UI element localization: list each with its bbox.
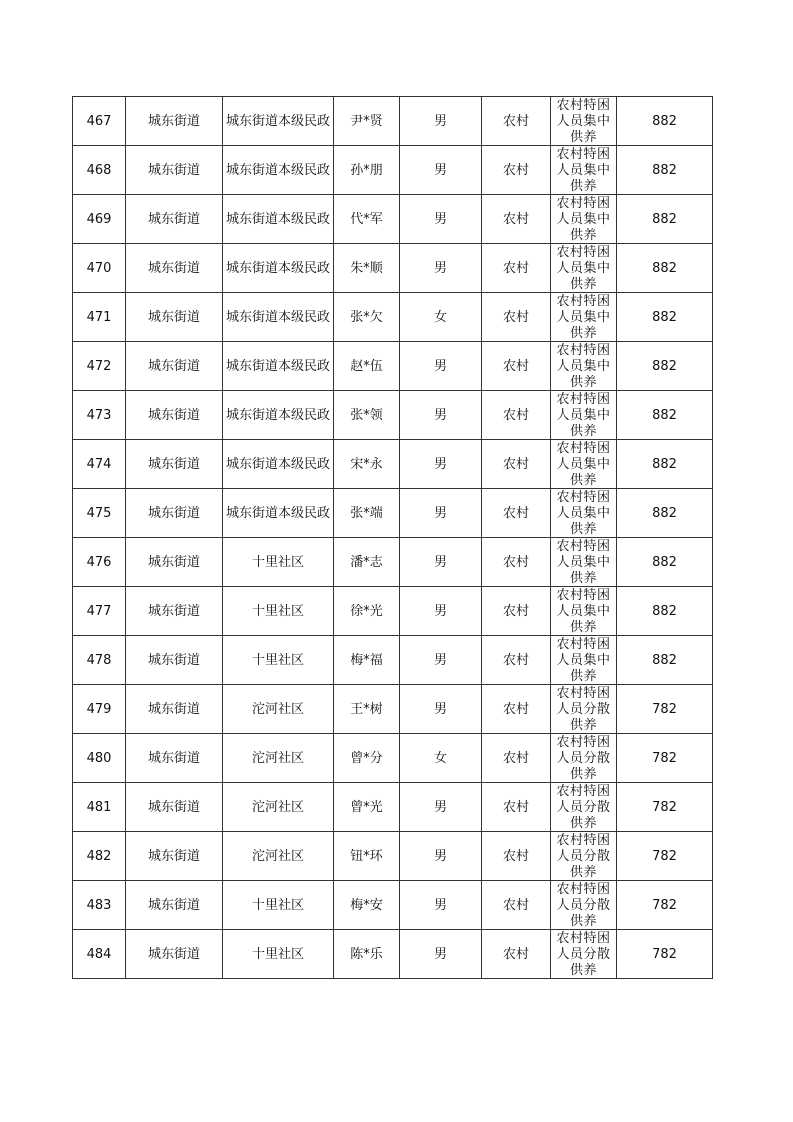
cell-type: 农村特困人员分散供养 xyxy=(551,685,617,734)
cell-street: 城东街道 xyxy=(126,244,223,293)
table-row xyxy=(73,538,713,587)
table-row xyxy=(73,244,713,293)
table-row xyxy=(73,734,713,783)
cell-gender: 男 xyxy=(400,685,482,734)
cell-name: 张*领 xyxy=(334,391,400,440)
cell-amount: 882 xyxy=(617,293,713,342)
cell-type: 农村特困人员集中供养 xyxy=(551,146,617,195)
cell-no: 481 xyxy=(73,783,126,832)
cell-amount: 882 xyxy=(617,489,713,538)
cell-type: 农村特困人员集中供养 xyxy=(551,538,617,587)
cell-unit: 沱河社区 xyxy=(223,832,334,881)
beneficiary-table xyxy=(72,96,713,979)
cell-unit: 沱河社区 xyxy=(223,685,334,734)
table-row xyxy=(73,783,713,832)
cell-street: 城东街道 xyxy=(126,538,223,587)
cell-type: 农村特困人员集中供养 xyxy=(551,342,617,391)
cell-area: 农村 xyxy=(482,587,551,636)
cell-unit: 城东街道本级民政 xyxy=(223,244,334,293)
cell-unit: 城东街道本级民政 xyxy=(223,195,334,244)
cell-gender: 男 xyxy=(400,195,482,244)
cell-area: 农村 xyxy=(482,293,551,342)
cell-type: 农村特困人员集中供养 xyxy=(551,293,617,342)
cell-no: 482 xyxy=(73,832,126,881)
cell-no: 475 xyxy=(73,489,126,538)
cell-street: 城东街道 xyxy=(126,440,223,489)
table-row xyxy=(73,832,713,881)
cell-name: 代*军 xyxy=(334,195,400,244)
cell-type: 农村特困人员分散供养 xyxy=(551,881,617,930)
cell-no: 470 xyxy=(73,244,126,293)
cell-area: 农村 xyxy=(482,440,551,489)
cell-type: 农村特困人员集中供养 xyxy=(551,97,617,146)
cell-area: 农村 xyxy=(482,97,551,146)
cell-name: 潘*志 xyxy=(334,538,400,587)
cell-street: 城东街道 xyxy=(126,146,223,195)
cell-no: 472 xyxy=(73,342,126,391)
cell-unit: 沱河社区 xyxy=(223,783,334,832)
cell-type: 农村特困人员集中供养 xyxy=(551,195,617,244)
table-body xyxy=(73,97,713,979)
cell-gender: 男 xyxy=(400,489,482,538)
cell-gender: 男 xyxy=(400,538,482,587)
cell-name: 尹*贤 xyxy=(334,97,400,146)
cell-gender: 女 xyxy=(400,293,482,342)
cell-amount: 782 xyxy=(617,783,713,832)
cell-area: 农村 xyxy=(482,783,551,832)
cell-no: 467 xyxy=(73,97,126,146)
cell-unit: 城东街道本级民政 xyxy=(223,440,334,489)
cell-type: 农村特困人员集中供养 xyxy=(551,489,617,538)
cell-gender: 男 xyxy=(400,783,482,832)
cell-no: 468 xyxy=(73,146,126,195)
cell-unit: 城东街道本级民政 xyxy=(223,342,334,391)
cell-no: 476 xyxy=(73,538,126,587)
cell-type: 农村特困人员分散供养 xyxy=(551,832,617,881)
cell-type: 农村特困人员分散供养 xyxy=(551,930,617,979)
cell-gender: 男 xyxy=(400,342,482,391)
cell-amount: 882 xyxy=(617,195,713,244)
cell-area: 农村 xyxy=(482,832,551,881)
cell-name: 宋*永 xyxy=(334,440,400,489)
table-row xyxy=(73,685,713,734)
cell-name: 曾*光 xyxy=(334,783,400,832)
table-row xyxy=(73,440,713,489)
cell-street: 城东街道 xyxy=(126,195,223,244)
cell-unit: 城东街道本级民政 xyxy=(223,391,334,440)
cell-street: 城东街道 xyxy=(126,97,223,146)
cell-gender: 男 xyxy=(400,587,482,636)
cell-amount: 882 xyxy=(617,391,713,440)
cell-gender: 男 xyxy=(400,636,482,685)
cell-no: 484 xyxy=(73,930,126,979)
cell-unit: 沱河社区 xyxy=(223,734,334,783)
cell-street: 城东街道 xyxy=(126,881,223,930)
cell-area: 农村 xyxy=(482,636,551,685)
table-row xyxy=(73,489,713,538)
cell-amount: 882 xyxy=(617,587,713,636)
cell-amount: 882 xyxy=(617,342,713,391)
cell-name: 梅*福 xyxy=(334,636,400,685)
cell-street: 城东街道 xyxy=(126,587,223,636)
cell-unit: 十里社区 xyxy=(223,930,334,979)
cell-type: 农村特困人员集中供养 xyxy=(551,636,617,685)
cell-street: 城东街道 xyxy=(126,391,223,440)
cell-street: 城东街道 xyxy=(126,636,223,685)
cell-type: 农村特困人员分散供养 xyxy=(551,783,617,832)
cell-no: 479 xyxy=(73,685,126,734)
cell-amount: 882 xyxy=(617,440,713,489)
cell-unit: 城东街道本级民政 xyxy=(223,489,334,538)
cell-amount: 782 xyxy=(617,930,713,979)
cell-no: 469 xyxy=(73,195,126,244)
cell-name: 孙*朋 xyxy=(334,146,400,195)
cell-name: 钮*环 xyxy=(334,832,400,881)
cell-area: 农村 xyxy=(482,146,551,195)
cell-name: 曾*分 xyxy=(334,734,400,783)
cell-area: 农村 xyxy=(482,734,551,783)
table-row xyxy=(73,391,713,440)
table-row xyxy=(73,342,713,391)
cell-name: 陈*乐 xyxy=(334,930,400,979)
cell-no: 483 xyxy=(73,881,126,930)
cell-gender: 男 xyxy=(400,930,482,979)
table-row xyxy=(73,636,713,685)
cell-name: 张*欠 xyxy=(334,293,400,342)
cell-name: 朱*顺 xyxy=(334,244,400,293)
cell-gender: 男 xyxy=(400,832,482,881)
cell-area: 农村 xyxy=(482,685,551,734)
cell-no: 477 xyxy=(73,587,126,636)
cell-unit: 城东街道本级民政 xyxy=(223,293,334,342)
cell-amount: 882 xyxy=(617,97,713,146)
cell-area: 农村 xyxy=(482,930,551,979)
table-row xyxy=(73,97,713,146)
cell-amount: 882 xyxy=(617,538,713,587)
cell-type: 农村特困人员集中供养 xyxy=(551,391,617,440)
cell-area: 农村 xyxy=(482,881,551,930)
cell-area: 农村 xyxy=(482,244,551,293)
cell-amount: 882 xyxy=(617,146,713,195)
cell-type: 农村特困人员集中供养 xyxy=(551,587,617,636)
cell-unit: 十里社区 xyxy=(223,587,334,636)
cell-unit: 十里社区 xyxy=(223,538,334,587)
table-row xyxy=(73,930,713,979)
table-row xyxy=(73,881,713,930)
cell-street: 城东街道 xyxy=(126,930,223,979)
cell-gender: 男 xyxy=(400,881,482,930)
cell-amount: 882 xyxy=(617,636,713,685)
cell-amount: 882 xyxy=(617,244,713,293)
cell-area: 农村 xyxy=(482,538,551,587)
cell-type: 农村特困人员集中供养 xyxy=(551,244,617,293)
cell-amount: 782 xyxy=(617,685,713,734)
cell-street: 城东街道 xyxy=(126,783,223,832)
cell-type: 农村特困人员集中供养 xyxy=(551,440,617,489)
cell-no: 471 xyxy=(73,293,126,342)
table-row xyxy=(73,195,713,244)
cell-unit: 城东街道本级民政 xyxy=(223,97,334,146)
cell-street: 城东街道 xyxy=(126,489,223,538)
cell-name: 徐*光 xyxy=(334,587,400,636)
cell-amount: 782 xyxy=(617,881,713,930)
table-row xyxy=(73,146,713,195)
table-row xyxy=(73,293,713,342)
table-row xyxy=(73,587,713,636)
cell-unit: 十里社区 xyxy=(223,881,334,930)
cell-gender: 男 xyxy=(400,97,482,146)
cell-no: 473 xyxy=(73,391,126,440)
cell-name: 赵*伍 xyxy=(334,342,400,391)
cell-street: 城东街道 xyxy=(126,685,223,734)
cell-area: 农村 xyxy=(482,342,551,391)
cell-type: 农村特困人员分散供养 xyxy=(551,734,617,783)
cell-unit: 十里社区 xyxy=(223,636,334,685)
cell-gender: 男 xyxy=(400,391,482,440)
cell-no: 478 xyxy=(73,636,126,685)
cell-area: 农村 xyxy=(482,195,551,244)
cell-name: 梅*安 xyxy=(334,881,400,930)
cell-street: 城东街道 xyxy=(126,342,223,391)
cell-name: 王*树 xyxy=(334,685,400,734)
cell-amount: 782 xyxy=(617,832,713,881)
cell-gender: 男 xyxy=(400,440,482,489)
cell-street: 城东街道 xyxy=(126,293,223,342)
cell-no: 474 xyxy=(73,440,126,489)
cell-unit: 城东街道本级民政 xyxy=(223,146,334,195)
cell-gender: 男 xyxy=(400,146,482,195)
cell-gender: 女 xyxy=(400,734,482,783)
cell-street: 城东街道 xyxy=(126,832,223,881)
cell-area: 农村 xyxy=(482,489,551,538)
cell-name: 张*端 xyxy=(334,489,400,538)
cell-amount: 782 xyxy=(617,734,713,783)
cell-gender: 男 xyxy=(400,244,482,293)
cell-no: 480 xyxy=(73,734,126,783)
cell-street: 城东街道 xyxy=(126,734,223,783)
cell-area: 农村 xyxy=(482,391,551,440)
